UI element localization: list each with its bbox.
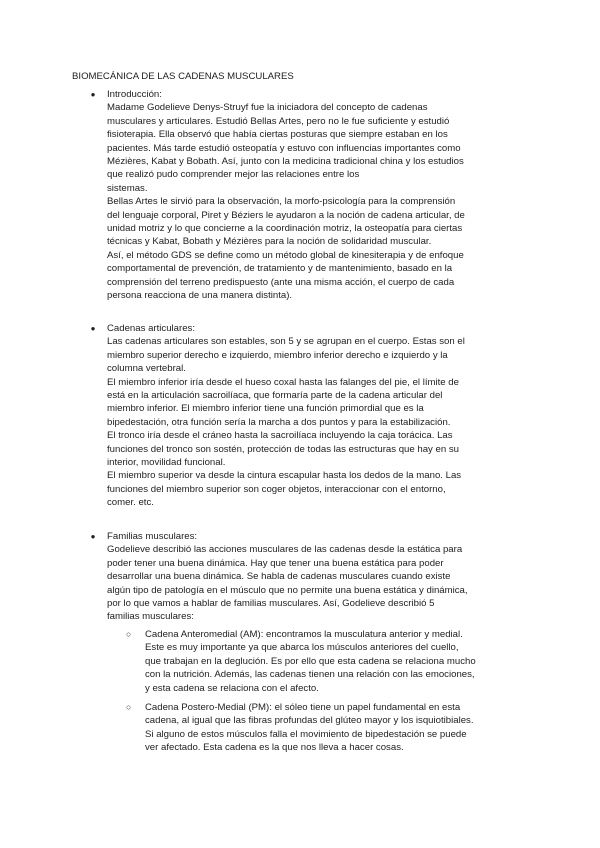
paragraph-line: comer. etc. bbox=[107, 497, 154, 509]
paragraph-line: unidad motriz y lo que concierne a la coordinación motriz, la osteopatía para ciertas bbox=[107, 223, 463, 234]
paragraph-line: El miembro inferior iría desde el hueso coxal hasta las falanges del pie, el límite de bbox=[107, 376, 459, 388]
paragraph-line: técnicas y Kabat, Bobath y Mézières para la noción de solidaridad muscular. bbox=[107, 236, 432, 248]
paragraph-line: con la nutrición. Además, las cadenas tienen una relación con las emociones, bbox=[145, 669, 475, 681]
bullet-icon: ● bbox=[90, 532, 96, 541]
paragraph-line: que realizó pudo comprender mejor las relaciones entre los bbox=[107, 169, 360, 181]
paragraph-line: Mézières, Kabat y Bobath. Así, junto con la medicina tradicional china y los estudios bbox=[107, 156, 464, 167]
paragraph-line: Madame Godelieve Denys-Struyf fue la iniciadora del concepto de cadenas bbox=[107, 102, 428, 114]
paragraph-line: Las cadenas articulares son estables, son 5 y se agrupan en el cuerpo. Estas son el bbox=[107, 336, 465, 348]
paragraph-line: por lo que vamos a hablar de familias musculares. Así, Godelieve describió 5 bbox=[107, 598, 435, 609]
paragraph-line: pacientes. Más tarde estudió osteopatía y estuvo con influencias importantes como bbox=[107, 142, 461, 154]
paragraph-line: funciones del miembro superior son coger objetos, interaccionar con el entorno, bbox=[107, 483, 446, 495]
paragraph-line: columna vertebral. bbox=[107, 363, 186, 375]
paragraph-line: ver afectado. Esta cadena es la que nos lleva a hacer cosas. bbox=[145, 742, 404, 754]
paragraph-line: Este es muy importante ya que abarca los músculos anteriores del cuello, bbox=[145, 642, 459, 654]
bullet-icon: ● bbox=[90, 90, 96, 99]
section-heading: Introducción: bbox=[107, 89, 162, 100]
document-title: BIOMECÁNICA DE LAS CADENAS MUSCULARES bbox=[72, 71, 294, 82]
paragraph-line: fisioterapia. Ella observó que había ciertas posturas que siempre estaban en los bbox=[107, 129, 448, 141]
hollow-bullet-icon: ○ bbox=[126, 702, 132, 712]
section-heading: Cadenas articulares: bbox=[107, 323, 195, 334]
paragraph-line: Godelieve describió las acciones musculares de las cadenas desde la estática para bbox=[107, 544, 463, 556]
hollow-bullet-icon: ○ bbox=[126, 629, 132, 639]
paragraph-line: Así, el método GDS se define como un método global de kinesiterapia y de enfoque bbox=[107, 249, 464, 261]
paragraph-line: miembro inferior. El miembro inferior tiene una función primordial que es la bbox=[107, 403, 424, 415]
paragraph-line: El miembro superior va desde la cintura escapular hasta los dedos de la mano. Las bbox=[107, 470, 462, 482]
paragraph-line: algún tipo de patología en el músculo que no permite una buena estática y dinámica, bbox=[107, 584, 468, 596]
paragraph-line: poder tener una buena dinámica. Hay que tener una buena estática para poder bbox=[107, 557, 444, 569]
paragraph-line: El tronco iría desde el cráneo hasta la sacroilíaca incluyendo la caja torácica. Las bbox=[107, 430, 453, 442]
paragraph-line: Si alguno de estos músculos falla el movimiento de bipedestación se puede bbox=[145, 728, 467, 740]
paragraph-line: comportamental de prevención, de tratamiento y de mantenimiento, basado en la bbox=[107, 263, 453, 275]
paragraph-line: que trabajan en la deglución. Es por ello que esta cadena se relaciona mucho bbox=[145, 655, 476, 667]
paragraph-line: funciones del tronco son sostén, protección de todas las estructuras que hay en su bbox=[107, 443, 459, 455]
paragraph-line: interior, movilidad funcional. bbox=[107, 457, 226, 468]
bullet-icon: ● bbox=[90, 324, 96, 333]
paragraph-line: comprensión del terreno predispuesto (ante una misma acción, el cuerpo de cada bbox=[107, 276, 455, 288]
paragraph-line: Cadena Postero-Medial (PM): el sóleo tiene un papel fundamental en esta bbox=[145, 702, 461, 713]
paragraph-line: desarrollar una buena dinámica. Se habla de cadenas musculares cuando existe bbox=[107, 571, 451, 583]
paragraph-line: bipedestación, otra función sería la marcha a dos puntos y para la estabilización. bbox=[107, 416, 451, 428]
paragraph-line: musculares y articulares. Estudió Bellas Artes, pero no le fue suficiente y estudió bbox=[107, 115, 450, 127]
paragraph-line: Cadena Anteromedial (AM): encontramos la musculatura anterior y medial. bbox=[145, 629, 463, 640]
paragraph-line: sistemas. bbox=[107, 182, 148, 194]
paragraph-line: cadena, al igual que las fibras profundas del glúteo mayor y los isquiotibiales. bbox=[145, 715, 474, 727]
paragraph-line: familias musculares: bbox=[107, 611, 194, 623]
paragraph-line: miembro superior derecho e izquierdo, miembro inferior derecho e izquierdo y la bbox=[107, 349, 448, 361]
paragraph-line: está en la articulación sacroilíaca, que formaría parte de la cadena articular del bbox=[107, 390, 443, 401]
section-heading: Familias musculares: bbox=[107, 531, 198, 542]
paragraph-line: persona reacciona de una manera distinta). bbox=[107, 290, 293, 301]
paragraph-line: del lenguaje corporal, Piret y Béziers le ayudaron a la noción de cadena articular, de bbox=[107, 209, 465, 221]
paragraph-line: Bellas Artes le sirvió para la observación, la morfo-psicología para la comprensión bbox=[107, 196, 456, 208]
paragraph-line: y esta cadena se relaciona con el afecto. bbox=[145, 682, 319, 694]
